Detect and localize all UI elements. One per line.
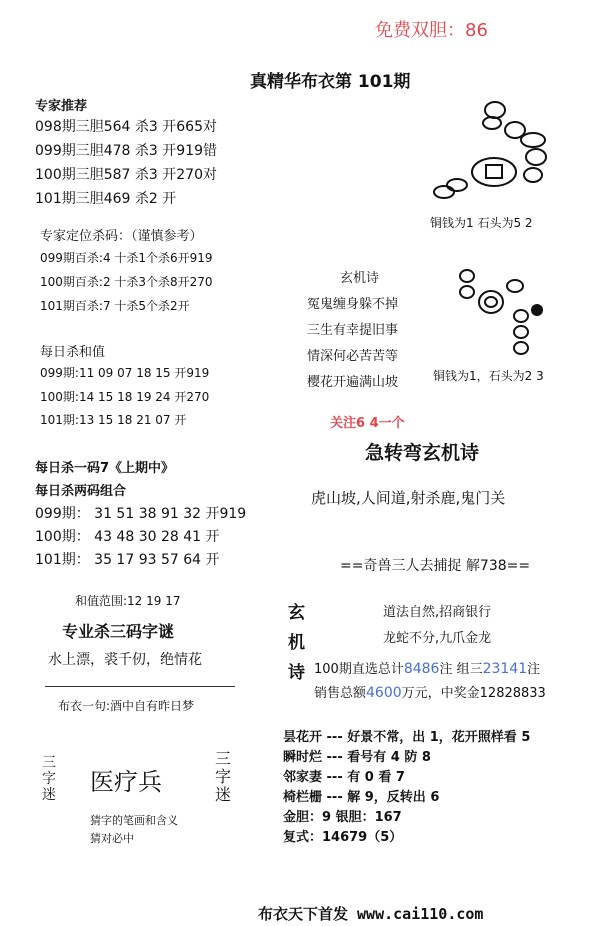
- hint-text: 猜对必中: [90, 832, 134, 845]
- daily-sum-heading: 每日杀和值: [40, 345, 106, 360]
- flower-clue: 瞬时烂 --- 看号有 4 防 8: [283, 750, 431, 765]
- riddle-heading: 专业杀三码字谜: [62, 622, 175, 641]
- sales-text: 万元，中奖金12828833: [401, 686, 546, 701]
- expert-row: 098期三胆564 杀3 开665对: [35, 119, 217, 135]
- figure-2-caption: 铜钱为1，石头为2 3: [433, 369, 544, 383]
- flower-clue: 昙花开 --- 好景不常，出 1，花开照样看 5: [283, 730, 531, 745]
- daily-two-heading: 每日杀两码组合: [35, 484, 127, 499]
- flower-clue: 椅栏栅 --- 解 9，反转出 6: [283, 790, 440, 805]
- sales-value: 4600: [366, 685, 402, 701]
- daily-sum-row: 100期:14 15 18 19 24 开270: [40, 390, 210, 404]
- position-kill-row: 101期百杀:7 十杀5个杀2开: [40, 299, 190, 313]
- buyi-sentence: 布衣一句:酒中自有昨日梦: [58, 699, 195, 713]
- three-char-label-right: 三字迷: [215, 749, 232, 804]
- sales-line-1: [314, 658, 540, 677]
- daily-one-code: 每日杀一码7《上期中》: [35, 461, 175, 476]
- beast-line: ==奇兽三人去捕捉 解738==: [340, 558, 531, 574]
- xuanji-line: 道法自然,招商银行: [383, 605, 492, 620]
- poem-line: 樱花开遍满山坡: [307, 375, 399, 390]
- daily-sum-row: 099期:11 09 07 18 15 开919: [40, 366, 210, 380]
- free-double-label: 免费双胆：86: [375, 20, 488, 41]
- riddle-text: 水上漂，裘千仞，绝情花: [48, 652, 202, 668]
- daily-two-row: 100期： 43 48 30 28 41 开: [35, 529, 220, 545]
- position-kill-heading: 专家定位杀码：（谨慎参考）: [40, 229, 203, 244]
- focus-text: 关注6 4一个: [330, 416, 405, 431]
- expert-row: 100期三胆587 杀3 开270对: [35, 167, 217, 183]
- sales-value: 8486: [403, 661, 440, 677]
- poem-line: 三生有幸提旧事: [307, 323, 399, 338]
- poem-line: 情深何必苦苦等: [307, 349, 399, 364]
- page-title: 真精华布衣第 101期: [250, 72, 411, 92]
- daily-sum-row: 101期:13 15 18 21 07 开: [40, 413, 187, 427]
- figure-1-caption: 铜钱为1 石头为5 2: [430, 216, 533, 230]
- footer-text: 布衣天下首发 www.cai110.com: [258, 905, 484, 923]
- expert-row: 101期三胆469 杀2 开: [35, 191, 177, 207]
- sales-text: 销售总额: [314, 686, 367, 701]
- fushi: 复式：14679（5）: [283, 830, 403, 845]
- xuanji-char: 诗: [288, 663, 305, 683]
- sum-range: 和值范围:12 19 17: [75, 594, 181, 608]
- divider: [45, 686, 235, 687]
- sales-value: 23141: [482, 661, 528, 677]
- daily-two-row: 101期： 35 17 93 57 64 开: [35, 552, 220, 568]
- turn-poem-text: 虎山坡,人间道,射杀鹿,鬼门关: [311, 489, 506, 507]
- gold-silver: 金胆：9 银胆：167: [283, 810, 402, 825]
- three-char-label-left: 三字迷: [42, 755, 56, 803]
- three-char-word: 医疗兵: [90, 768, 162, 796]
- xuanji-line: 龙蛇不分,九爪金龙: [383, 631, 492, 646]
- puzzle-figure-1: [430, 95, 560, 210]
- expert-heading: 专家推荐: [35, 99, 88, 114]
- sales-text: 100期直选总计: [314, 662, 404, 677]
- xuanji-char: 玄: [288, 603, 305, 623]
- turn-poem-heading: 急转弯玄机诗: [365, 442, 480, 464]
- sales-line-2: [314, 682, 546, 701]
- daily-two-row: 099期： 31 51 38 91 32 开919: [35, 506, 247, 522]
- position-kill-row: 099期百杀:4 十杀1个杀6开919: [40, 251, 213, 265]
- poem-heading: 玄机诗: [340, 271, 380, 286]
- sales-text: 注 组三: [439, 662, 483, 677]
- expert-row: 099期三胆478 杀3 开919错: [35, 143, 217, 159]
- poem-line: 冤鬼缠身躲不掉: [307, 297, 399, 312]
- sales-text: 注: [527, 662, 541, 677]
- flower-clue: 邻家妻 --- 有 0 看 7: [283, 770, 405, 785]
- hint-text: 猜字的笔画和含义: [90, 814, 178, 827]
- xuanji-char: 机: [288, 633, 305, 653]
- position-kill-row: 100期百杀:2 十杀3个杀8开270: [40, 275, 213, 289]
- puzzle-figure-2: [455, 268, 545, 360]
